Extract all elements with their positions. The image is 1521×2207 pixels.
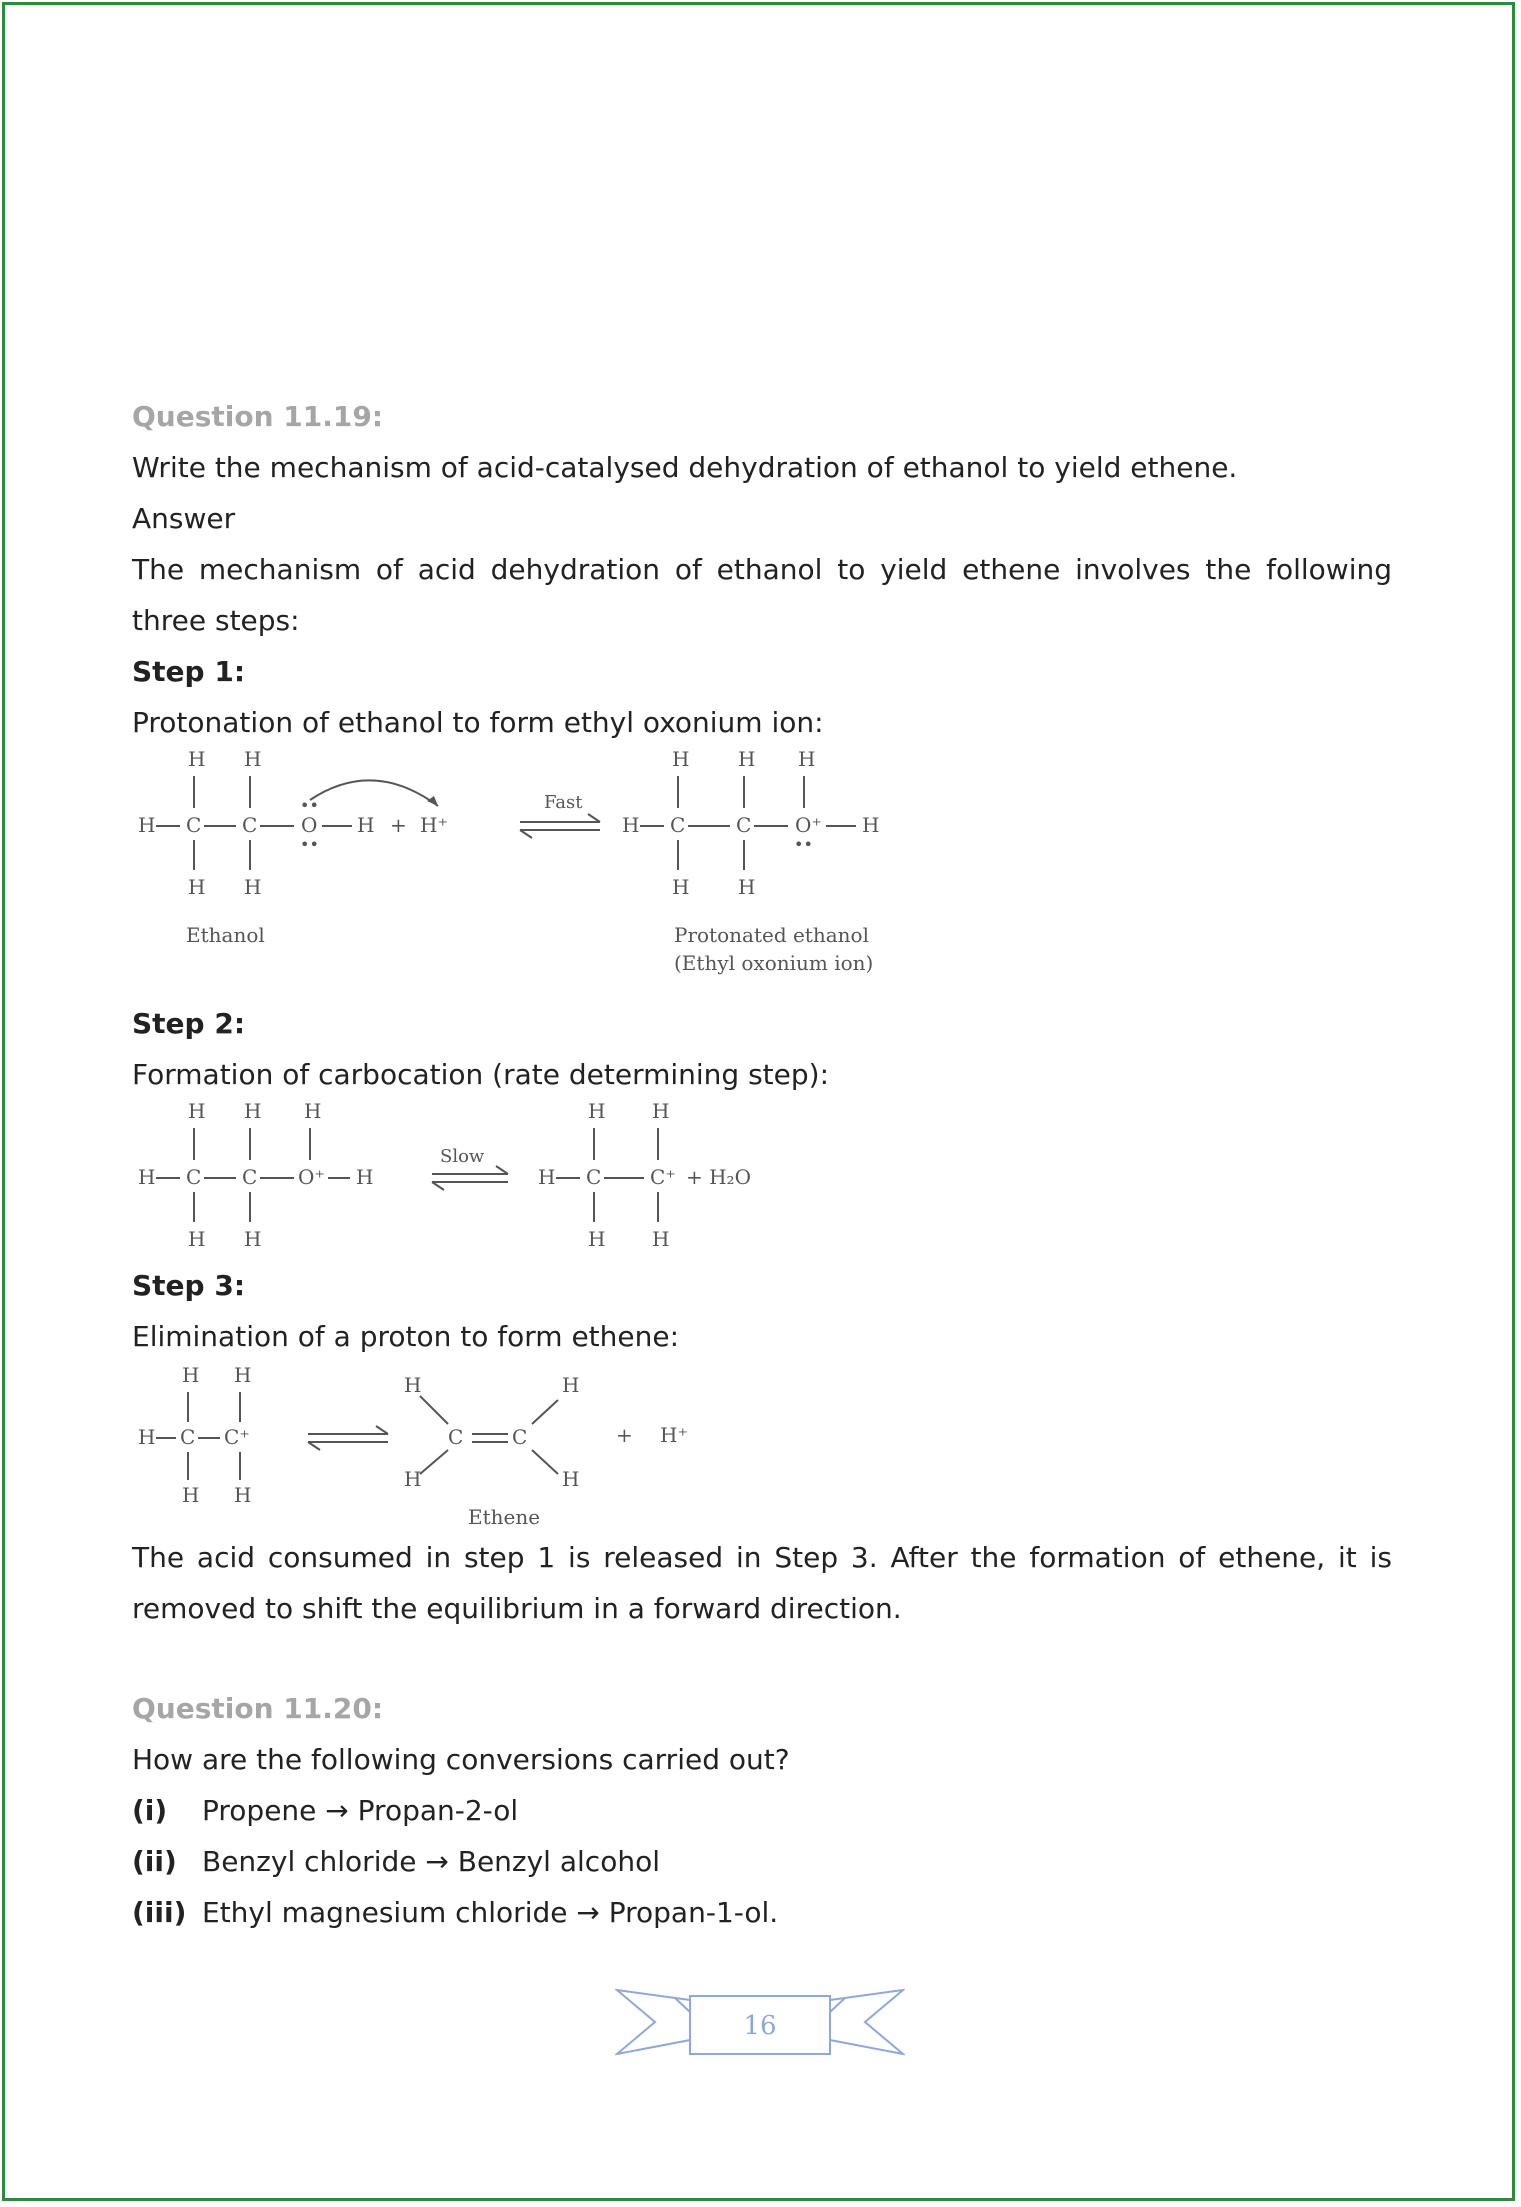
svg-text:H: H <box>562 1373 580 1397</box>
step-3-title: Step 3: <box>132 1269 246 1302</box>
list-item <box>132 1836 1392 1887</box>
list-item-text: Benzyl chloride → Benzyl alcohol <box>202 1845 660 1878</box>
svg-text:O⁺: O⁺ <box>795 813 822 837</box>
svg-text:C: C <box>186 813 202 837</box>
svg-text:H: H <box>244 875 262 899</box>
svg-text:H: H <box>652 1227 670 1251</box>
svg-text:H: H <box>234 1363 252 1387</box>
svg-text:H: H <box>404 1467 422 1491</box>
svg-text:H⁺: H⁺ <box>420 813 448 837</box>
svg-text:H: H <box>738 748 756 771</box>
svg-text:H: H <box>244 1227 262 1251</box>
list-item-text: Propene → Propan-2-ol <box>202 1794 519 1827</box>
svg-text:C: C <box>586 1165 602 1189</box>
svg-text:+: + <box>616 1423 633 1447</box>
svg-text:H: H <box>182 1363 200 1387</box>
svg-text:O⁺: O⁺ <box>298 1165 325 1189</box>
svg-text:H: H <box>234 1483 252 1507</box>
list-item-number: (iii) <box>132 1896 187 1929</box>
page-number-ribbon <box>615 1982 905 2064</box>
svg-text:+: + <box>390 813 407 837</box>
svg-text:C: C <box>242 1165 258 1189</box>
svg-text:H: H <box>588 1227 606 1251</box>
question-text: How are the following conversions carried out? <box>132 1743 790 1776</box>
svg-text:+ H₂O: + H₂O <box>686 1165 751 1189</box>
svg-text:O: O <box>301 813 318 837</box>
svg-text:C: C <box>670 813 686 837</box>
svg-text:H: H <box>182 1483 200 1507</box>
svg-text:H: H <box>244 1100 262 1123</box>
svg-text:H: H <box>588 1100 606 1123</box>
svg-text:C: C <box>448 1425 464 1449</box>
svg-text:H: H <box>672 748 690 771</box>
svg-text:H⁺: H⁺ <box>660 1423 688 1447</box>
svg-text:H: H <box>356 1165 374 1189</box>
page-number: 16 <box>743 2011 777 2041</box>
svg-text:H: H <box>538 1165 556 1189</box>
answer-conclusion: The acid consumed in step 1 is released in Step 3. After the formation of ethene, it is removed to shift the equilibrium in a forward direction. <box>132 1541 1392 1625</box>
step-2-title: Step 2: <box>132 1007 246 1040</box>
svg-text:C: C <box>512 1425 528 1449</box>
svg-text:H: H <box>404 1373 422 1397</box>
svg-text:H: H <box>138 1425 156 1449</box>
svg-text:H: H <box>798 748 816 771</box>
step-1-reaction-diagram <box>138 748 918 998</box>
svg-text:H: H <box>244 748 262 771</box>
list-item <box>132 1785 1392 1836</box>
protonated-ethanol-caption: Protonated ethanol <box>674 923 869 947</box>
svg-text:C: C <box>186 1165 202 1189</box>
question-heading-11-19: Question 11.19: <box>132 400 384 433</box>
svg-text:H: H <box>357 813 375 837</box>
section-spacer <box>132 1634 1392 1684</box>
svg-text:••: •• <box>794 835 813 854</box>
svg-text:H: H <box>622 813 640 837</box>
fast-label: Fast <box>544 792 583 813</box>
page-content <box>132 392 1392 1938</box>
svg-text:H: H <box>138 813 156 837</box>
step-2-reaction-diagram <box>138 1100 918 1260</box>
step-3-reaction-diagram <box>138 1362 918 1532</box>
svg-text:H: H <box>138 1165 156 1189</box>
list-item-number: (i) <box>132 1794 168 1827</box>
step-2-description: Formation of carbocation (rate determining step): <box>132 1058 830 1091</box>
step-1-description: Protonation of ethanol to form ethyl oxonium ion: <box>132 706 824 739</box>
list-item <box>132 1887 1392 1938</box>
svg-text:H: H <box>188 1227 206 1251</box>
question-heading-11-20: Question 11.20: <box>132 1692 384 1725</box>
list-item-text: Ethyl magnesium chloride → Propan-1-ol. <box>202 1896 779 1929</box>
svg-text:C⁺: C⁺ <box>650 1165 676 1189</box>
answer-intro: The mechanism of acid dehydration of ethanol to yield ethene involves the following three steps: <box>132 553 1392 637</box>
svg-text:H: H <box>672 875 690 899</box>
answer-label: Answer <box>132 502 236 535</box>
svg-text:H: H <box>304 1100 322 1123</box>
ethene-caption: Ethene <box>468 1505 541 1529</box>
svg-text:H: H <box>862 813 880 837</box>
svg-text:H: H <box>188 748 206 771</box>
step-1-title: Step 1: <box>132 655 246 688</box>
svg-text:C⁺: C⁺ <box>224 1425 250 1449</box>
svg-text:••: •• <box>300 796 319 815</box>
ethyl-oxonium-caption: (Ethyl oxonium ion) <box>674 951 874 975</box>
ethanol-caption: Ethanol <box>186 923 265 947</box>
list-item-number: (ii) <box>132 1845 177 1878</box>
svg-text:H: H <box>188 1100 206 1123</box>
svg-text:C: C <box>242 813 258 837</box>
slow-label: Slow <box>440 1146 485 1167</box>
svg-text:C: C <box>736 813 752 837</box>
svg-text:C: C <box>180 1425 196 1449</box>
svg-text:H: H <box>562 1467 580 1491</box>
step-3-description: Elimination of a proton to form ethene: <box>132 1320 680 1353</box>
svg-text:H: H <box>652 1100 670 1123</box>
svg-text:H: H <box>188 875 206 899</box>
svg-text:H: H <box>738 875 756 899</box>
question-text: Write the mechanism of acid-catalysed dehydration of ethanol to yield ethene. <box>132 451 1238 484</box>
svg-text:••: •• <box>300 835 319 854</box>
